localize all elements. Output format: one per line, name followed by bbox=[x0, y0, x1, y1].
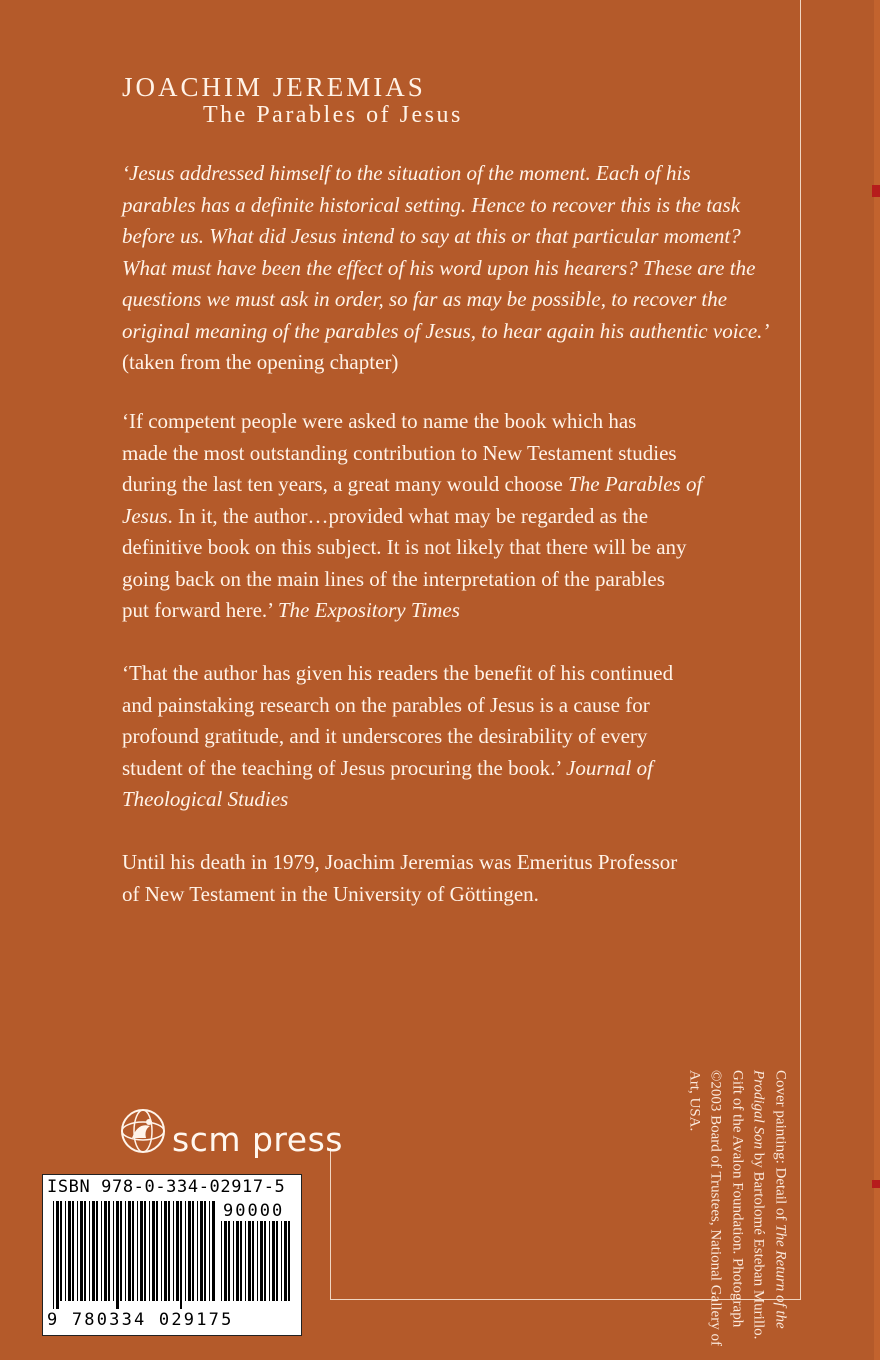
barcode-bar bbox=[56, 1201, 59, 1309]
addon-barcode-bars bbox=[221, 1221, 295, 1309]
isbn-label: ISBN 978-0-334-02917-5 bbox=[47, 1177, 286, 1197]
quote-opening-chapter bbox=[122, 158, 770, 379]
barcode-bar bbox=[209, 1201, 210, 1301]
bio-line: of New Testament in the University of Göttingen. bbox=[122, 881, 539, 906]
painting-title: The Return of the Prodigal Son bbox=[751, 1070, 789, 1329]
barcode-bar bbox=[228, 1221, 230, 1301]
credit-text: by Bartolomé Esteban Murillo. Gift of the Avalon Foundation. Photograph ©2003 Board of Trustees, National Gallery of Art, USA. bbox=[686, 1070, 767, 1346]
barcode-bar bbox=[92, 1201, 95, 1301]
quote3-line: and painstaking research on the parables of Jesus is a cause for bbox=[122, 692, 650, 717]
barcode-bar bbox=[221, 1221, 222, 1301]
quote2-line bbox=[122, 469, 732, 501]
quote3-source: Journal of bbox=[566, 755, 653, 780]
barcode-bar bbox=[284, 1221, 287, 1301]
book-title: The Parables of Jesus bbox=[203, 102, 463, 128]
barcode-bar bbox=[164, 1201, 167, 1301]
barcode-bar bbox=[264, 1221, 266, 1301]
quote2-line: made the most outstanding contribution to New Testament studies bbox=[122, 440, 677, 465]
quote1-line: questions we must ask in order, so far as may be possible, to recover the bbox=[122, 287, 728, 311]
barcode-bar bbox=[197, 1201, 198, 1301]
barcode-bar bbox=[173, 1201, 174, 1301]
quote1-line: ‘Jesus addressed himself to the situation of the moment. Each of his bbox=[122, 161, 691, 185]
barcode-bar bbox=[212, 1201, 215, 1301]
quote2-line bbox=[122, 501, 732, 533]
barcode-digits: 9 780334 029175 bbox=[47, 1310, 234, 1330]
barcode-bar bbox=[260, 1221, 263, 1301]
quote1-line: before us. What did Jesus intend to say at this or that particular moment? bbox=[122, 224, 741, 248]
barcode-bar bbox=[204, 1201, 206, 1301]
barcode-bar bbox=[113, 1201, 114, 1301]
barcode-bar bbox=[224, 1221, 227, 1301]
barcode-bar bbox=[288, 1221, 290, 1301]
barcode-bar bbox=[156, 1201, 158, 1301]
barcode-bar bbox=[128, 1201, 131, 1301]
barcode-bar bbox=[80, 1201, 83, 1301]
author-name: JOACHIM JEREMIAS bbox=[122, 72, 426, 102]
barcode-bar bbox=[272, 1221, 275, 1301]
barcode-bar bbox=[161, 1201, 162, 1301]
barcode-bar bbox=[200, 1201, 203, 1301]
barcode-bar bbox=[185, 1201, 186, 1301]
barcode-bar bbox=[116, 1201, 119, 1309]
cover-credit bbox=[683, 1070, 791, 1360]
barcode-bar bbox=[144, 1201, 146, 1301]
barcode-bar bbox=[60, 1201, 62, 1301]
barcode-bar bbox=[140, 1201, 143, 1301]
quote1-line: parables has a definite historical setting. Hence to recover this is the task bbox=[122, 192, 741, 217]
barcode-bar bbox=[281, 1221, 282, 1301]
quote2-source: The Expository Times bbox=[277, 598, 460, 622]
quote1-line: What must have been the effect of his word upon his hearers? These are the bbox=[122, 255, 756, 280]
quote2-text: put forward here.’ bbox=[122, 598, 278, 622]
barcode-bar bbox=[180, 1201, 182, 1309]
credit-text: Cover painting: Detail of bbox=[772, 1070, 789, 1225]
frame-line-right bbox=[800, 0, 801, 1300]
quote2-line: definitive book on this subject. It is not likely that there will be any bbox=[122, 535, 687, 559]
barcode-bar bbox=[236, 1221, 239, 1301]
barcode-bar bbox=[240, 1221, 242, 1301]
barcode-bar bbox=[132, 1201, 134, 1301]
quote-journal-theological-studies bbox=[122, 658, 732, 816]
barcode-bar bbox=[53, 1201, 54, 1309]
barcode-bar bbox=[89, 1201, 90, 1301]
quote2-line: ‘If competent people were asked to name the book which has bbox=[122, 409, 637, 433]
barcode-bar bbox=[276, 1221, 278, 1301]
barcode-bar bbox=[269, 1221, 270, 1301]
barcode-bar bbox=[65, 1201, 66, 1301]
price-addon: 90000 bbox=[223, 1201, 285, 1221]
quote1-line: original meaning of the parables of Jesus, to hear again his authentic voice.’ bbox=[122, 318, 770, 343]
barcode-bar bbox=[77, 1201, 78, 1301]
book-title-italic: Jesus bbox=[122, 503, 168, 528]
quote3-line: ‘That the author has given his readers the benefit of his continued bbox=[122, 661, 674, 685]
quote1-source: (taken from the opening chapter) bbox=[122, 350, 399, 374]
barcode-bar bbox=[152, 1201, 155, 1301]
edge-mark-bottom bbox=[872, 1180, 880, 1188]
barcode-bar bbox=[125, 1201, 126, 1301]
barcode-bar bbox=[101, 1201, 102, 1301]
frame-line-left bbox=[330, 1148, 331, 1300]
barcode-bar bbox=[96, 1201, 98, 1301]
publisher-name: scm press bbox=[172, 1120, 343, 1159]
bio-line: Until his death in 1979, Joachim Jeremias was Emeritus Professor bbox=[122, 850, 678, 874]
quote2-text: during the last ten years, a great many would choose bbox=[122, 472, 569, 496]
barcode-bar bbox=[68, 1201, 71, 1301]
barcode-bar bbox=[233, 1221, 234, 1301]
barcode-bar bbox=[72, 1201, 74, 1301]
barcode-bar bbox=[149, 1201, 150, 1301]
book-title-italic: The Parables of bbox=[568, 472, 703, 496]
barcode-bar bbox=[257, 1221, 258, 1301]
barcode-bar bbox=[192, 1201, 194, 1301]
quote2-line bbox=[122, 595, 732, 627]
quote3-text: student of the teaching of Jesus procuring the book.’ bbox=[122, 755, 567, 780]
barcode-bar bbox=[252, 1221, 254, 1301]
quote2-text: . In it, the author…provided what may be regarded as the bbox=[167, 503, 649, 528]
barcode-bar bbox=[108, 1201, 110, 1301]
barcode-bar bbox=[245, 1221, 246, 1301]
quote3-line bbox=[122, 753, 732, 785]
barcode-bars bbox=[53, 1201, 215, 1309]
barcode-bar bbox=[137, 1201, 138, 1301]
spine-edge bbox=[874, 0, 880, 1360]
barcode-bar bbox=[84, 1201, 86, 1301]
author-bio bbox=[122, 847, 732, 910]
edge-mark-top bbox=[872, 185, 880, 197]
quote3-line: profound gratitude, and it underscores the desirability of every bbox=[122, 724, 648, 748]
quote3-source: Theological Studies bbox=[122, 787, 289, 811]
barcode-bar bbox=[104, 1201, 107, 1301]
quote2-line: going back on the main lines of the interpretation of the parables bbox=[122, 566, 665, 591]
barcode-bar bbox=[188, 1201, 191, 1301]
barcode-bar bbox=[168, 1201, 170, 1301]
barcode-bar bbox=[248, 1221, 251, 1301]
barcode-bar bbox=[120, 1201, 122, 1301]
quote-expository-times bbox=[122, 406, 732, 627]
scm-press-logo-icon bbox=[120, 1108, 166, 1154]
barcode-bar bbox=[176, 1201, 179, 1301]
isbn-barcode bbox=[42, 1174, 302, 1336]
